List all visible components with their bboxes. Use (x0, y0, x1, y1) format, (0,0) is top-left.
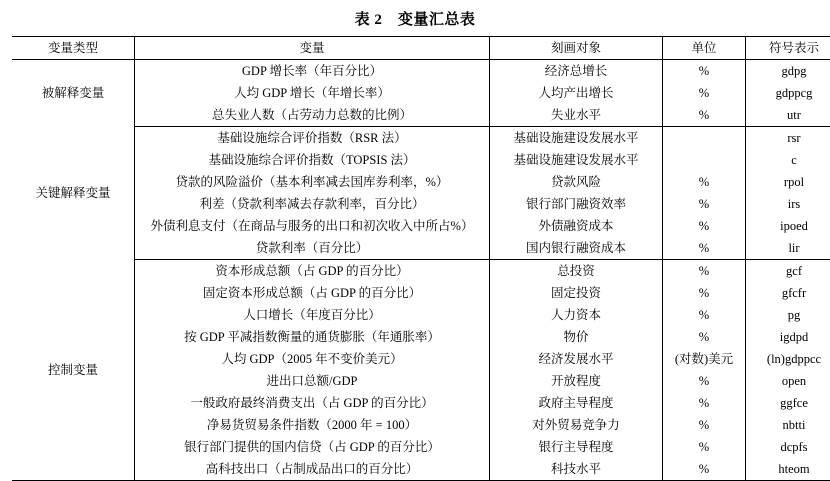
column-header-symbol: 符号表示 (746, 37, 830, 60)
cell-object: 银行主导程度 (490, 436, 663, 458)
cell-object: 物价 (490, 326, 663, 348)
cell-symbol: (ln)gdppcc (746, 348, 830, 370)
cell-object: 人均产出增长 (490, 82, 663, 104)
cell-variable: 人均 GDP 增长（年增长率） (135, 82, 490, 104)
group-label-dependent: 被解释变量 (12, 60, 135, 127)
cell-object: 总投资 (490, 260, 663, 283)
cell-unit (663, 127, 746, 150)
table-header (12, 37, 830, 60)
cell-unit: % (663, 282, 746, 304)
cell-symbol: hteom (746, 458, 830, 481)
cell-symbol: open (746, 370, 830, 392)
table-row (12, 149, 830, 171)
cell-variable: 外债利息支付（在商品与服务的出口和初次收入中所占%） (135, 215, 490, 237)
cell-variable: 资本形成总额（占 GDP 的百分比） (135, 260, 490, 283)
cell-unit: % (663, 414, 746, 436)
variable-summary-table (12, 36, 830, 481)
table-row (12, 326, 830, 348)
table-row (12, 370, 830, 392)
cell-symbol: gdppcg (746, 82, 830, 104)
table-row (12, 237, 830, 260)
column-header-unit: 单位 (663, 37, 746, 60)
cell-unit: % (663, 193, 746, 215)
column-header-object: 刻画对象 (490, 37, 663, 60)
cell-unit (663, 149, 746, 171)
cell-object: 基础设施建设发展水平 (490, 149, 663, 171)
cell-variable: 进出口总额/GDP (135, 370, 490, 392)
cell-variable: 基础设施综合评价指数（RSR 法） (135, 127, 490, 150)
cell-variable: 净易货贸易条件指数（2000 年 = 100） (135, 414, 490, 436)
cell-object: 贷款风险 (490, 171, 663, 193)
cell-unit: % (663, 392, 746, 414)
cell-object: 对外贸易竞争力 (490, 414, 663, 436)
cell-symbol: igdpd (746, 326, 830, 348)
cell-symbol: c (746, 149, 830, 171)
cell-unit: % (663, 370, 746, 392)
cell-variable: 人均 GDP（2005 年不变价美元） (135, 348, 490, 370)
table-row (12, 193, 830, 215)
cell-unit: % (663, 326, 746, 348)
table-row (12, 215, 830, 237)
cell-symbol: utr (746, 104, 830, 127)
cell-unit: % (663, 304, 746, 326)
cell-symbol: pg (746, 304, 830, 326)
table-header-row (12, 37, 830, 60)
cell-object: 银行部门融资效率 (490, 193, 663, 215)
cell-symbol: nbtti (746, 414, 830, 436)
cell-symbol: irs (746, 193, 830, 215)
table-caption: 表 2 变量汇总表 (12, 8, 818, 29)
cell-variable: 基础设施综合评价指数（TOPSIS 法） (135, 149, 490, 171)
cell-symbol: gfcfr (746, 282, 830, 304)
cell-variable: 贷款利率（百分比） (135, 237, 490, 260)
cell-symbol: dcpfs (746, 436, 830, 458)
table-row (12, 392, 830, 414)
group-label-key-explanatory: 关键解释变量 (12, 127, 135, 260)
table-row (12, 348, 830, 370)
cell-symbol: lir (746, 237, 830, 260)
cell-symbol: gcf (746, 260, 830, 283)
cell-variable: 贷款的风险溢价（基本利率减去国库券利率，%） (135, 171, 490, 193)
cell-variable: 一般政府最终消费支出（占 GDP 的百分比） (135, 392, 490, 414)
cell-object: 科技水平 (490, 458, 663, 481)
table-row (12, 127, 830, 150)
table-row (12, 260, 830, 283)
cell-unit: % (663, 82, 746, 104)
cell-symbol: ggfce (746, 392, 830, 414)
table-row (12, 458, 830, 481)
cell-object: 人力资本 (490, 304, 663, 326)
cell-variable: 总失业人数（占劳动力总数的比例） (135, 104, 490, 127)
table-row (12, 82, 830, 104)
column-header-variable: 变量 (135, 37, 490, 60)
table-row (12, 171, 830, 193)
cell-unit: % (663, 237, 746, 260)
table-body (12, 60, 830, 481)
cell-object: 开放程度 (490, 370, 663, 392)
cell-unit: % (663, 260, 746, 283)
cell-object: 经济总增长 (490, 60, 663, 83)
cell-object: 政府主导程度 (490, 392, 663, 414)
cell-symbol: gdpg (746, 60, 830, 83)
cell-unit: % (663, 171, 746, 193)
cell-object: 经济发展水平 (490, 348, 663, 370)
table-row (12, 104, 830, 127)
cell-unit: % (663, 215, 746, 237)
table-row (12, 282, 830, 304)
cell-unit: (对数)美元 (663, 348, 746, 370)
cell-symbol: rpol (746, 171, 830, 193)
cell-object: 外债融资成本 (490, 215, 663, 237)
cell-unit: % (663, 436, 746, 458)
table-row (12, 414, 830, 436)
cell-object: 国内银行融资成本 (490, 237, 663, 260)
cell-variable: 按 GDP 平减指数衡量的通货膨胀（年通胀率） (135, 326, 490, 348)
table-row (12, 436, 830, 458)
cell-variable: 利差（贷款利率减去存款利率，百分比） (135, 193, 490, 215)
cell-variable: GDP 增长率（年百分比） (135, 60, 490, 83)
group-label-control: 控制变量 (12, 260, 135, 481)
cell-variable: 固定资本形成总额（占 GDP 的百分比） (135, 282, 490, 304)
cell-unit: % (663, 60, 746, 83)
cell-variable: 人口增长（年度百分比） (135, 304, 490, 326)
table-row (12, 304, 830, 326)
cell-object: 基础设施建设发展水平 (490, 127, 663, 150)
cell-symbol: ipoed (746, 215, 830, 237)
cell-object: 固定投资 (490, 282, 663, 304)
cell-variable: 高科技出口（占制成品出口的百分比） (135, 458, 490, 481)
cell-unit: % (663, 458, 746, 481)
column-header-variable-type: 变量类型 (12, 37, 135, 60)
cell-variable: 银行部门提供的国内信贷（占 GDP 的百分比） (135, 436, 490, 458)
cell-symbol: rsr (746, 127, 830, 150)
cell-object: 失业水平 (490, 104, 663, 127)
cell-unit: % (663, 104, 746, 127)
table-row (12, 60, 830, 83)
